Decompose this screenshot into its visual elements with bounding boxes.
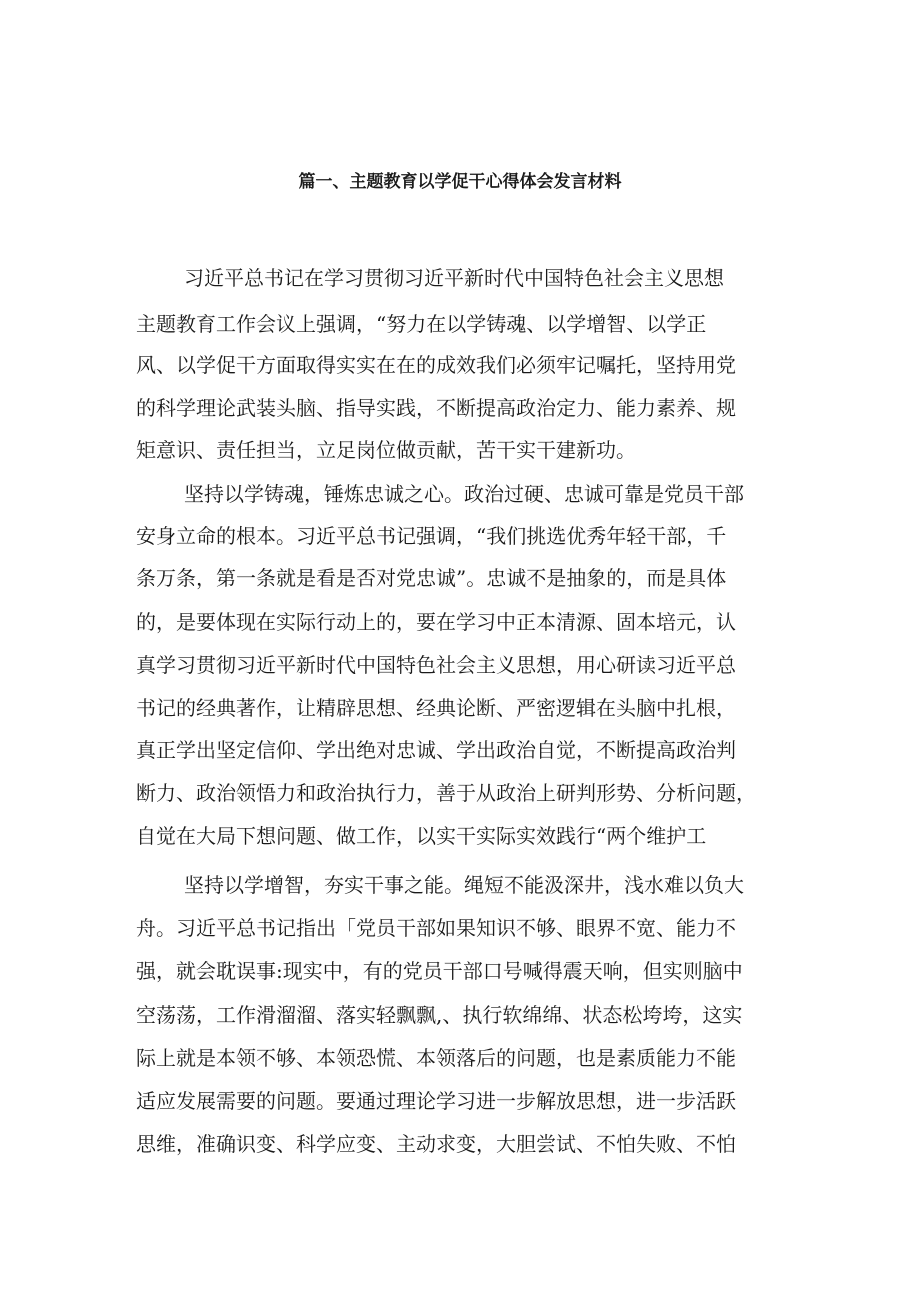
paragraph-2-line-7: 真正学出坚定信仰、学出绝对忠诚、学出政治自觉，不断提高政治判 [136,738,736,762]
paragraph-3-line-7: 思维，准确识变、科学应变、主动求变，大胆尝试、不怕失败、不怕 [136,1132,736,1156]
paragraph-1-line-5: 矩意识、责任担当，立足岗位做贡献，苦干实干建新功。 [136,438,636,462]
paragraph-2-line-2: 安身立命的根本。习近平总书记强调，“我们挑选优秀年轻干部，千 [136,524,727,548]
paragraph-2-line-1: 坚持以学铸魂，锤炼忠诚之心。政治过硬、忠诚可靠是党员干部 [184,482,744,506]
paragraph-3-line-4: 空荡荡，工作滑溜溜、落实轻飘飘,、执行软绵绵、状态松垮垮，这实 [136,1003,743,1027]
paragraph-3-line-1: 坚持以学增智，夯实干事之能。绳短不能汲深井，浅水难以负大 [184,873,744,897]
paragraph-1-line-4: 的科学理论武装头脑、指导实践，不断提高政治定力、能力素养、规 [136,396,736,420]
paragraph-2-line-5: 真学习贯彻习近平新时代中国特色社会主义思想，用心研读习近平总 [136,653,736,677]
paragraph-1-line-3: 风、以学促干方面取得实实在在的成效我们必须牢记嘱托，坚持用党 [136,353,736,377]
paragraph-1-line-1: 习近平总书记在学习贯彻习近平新时代中国特色社会主义思想 [184,266,724,290]
paragraph-3-line-5: 际上就是本领不够、本领恐慌、本领落后的问题，也是素质能力不能 [136,1046,736,1070]
paragraph-2-line-9: 自觉在大局下想问题、做工作，以实干实际实效践行“两个维护工 [136,824,707,848]
paragraph-2-line-8: 断力、政治领悟力和政治执行力，善于从政治上研判形势、分析问题， [136,781,756,805]
paragraph-3-line-2: 舟。习近平总书记指出「党员干部如果知识不够、眼界不宽、能力不 [136,916,736,940]
paragraph-2-line-3: 条万条，第一条就是看是否对党忠诚”。忠诚不是抽象的，而是具体 [136,566,727,590]
paragraph-1-line-2: 主题教育工作会议上强调，“努力在以学铸魂、以学增智、以学正 [136,312,707,336]
paragraph-3-line-6: 适应发展需要的问题。要通过理论学习进一步解放思想，进一步活跃 [136,1089,736,1113]
paragraph-2-line-4: 的，是要体现在实际行动上的，要在学习中正本清源、固本培元，认 [136,610,736,634]
paragraph-2-line-6: 书记的经典著作，让精辟思想、经典论断、严密逻辑在头脑中扎根， [136,696,736,720]
paragraph-3-line-3: 强，就会耽误事:现实中，有的党员干部口号喊得震天响，但实则脑中 [136,959,743,983]
document-title: 篇一、主题教育以学促干心得体会发言材料 [298,172,622,192]
